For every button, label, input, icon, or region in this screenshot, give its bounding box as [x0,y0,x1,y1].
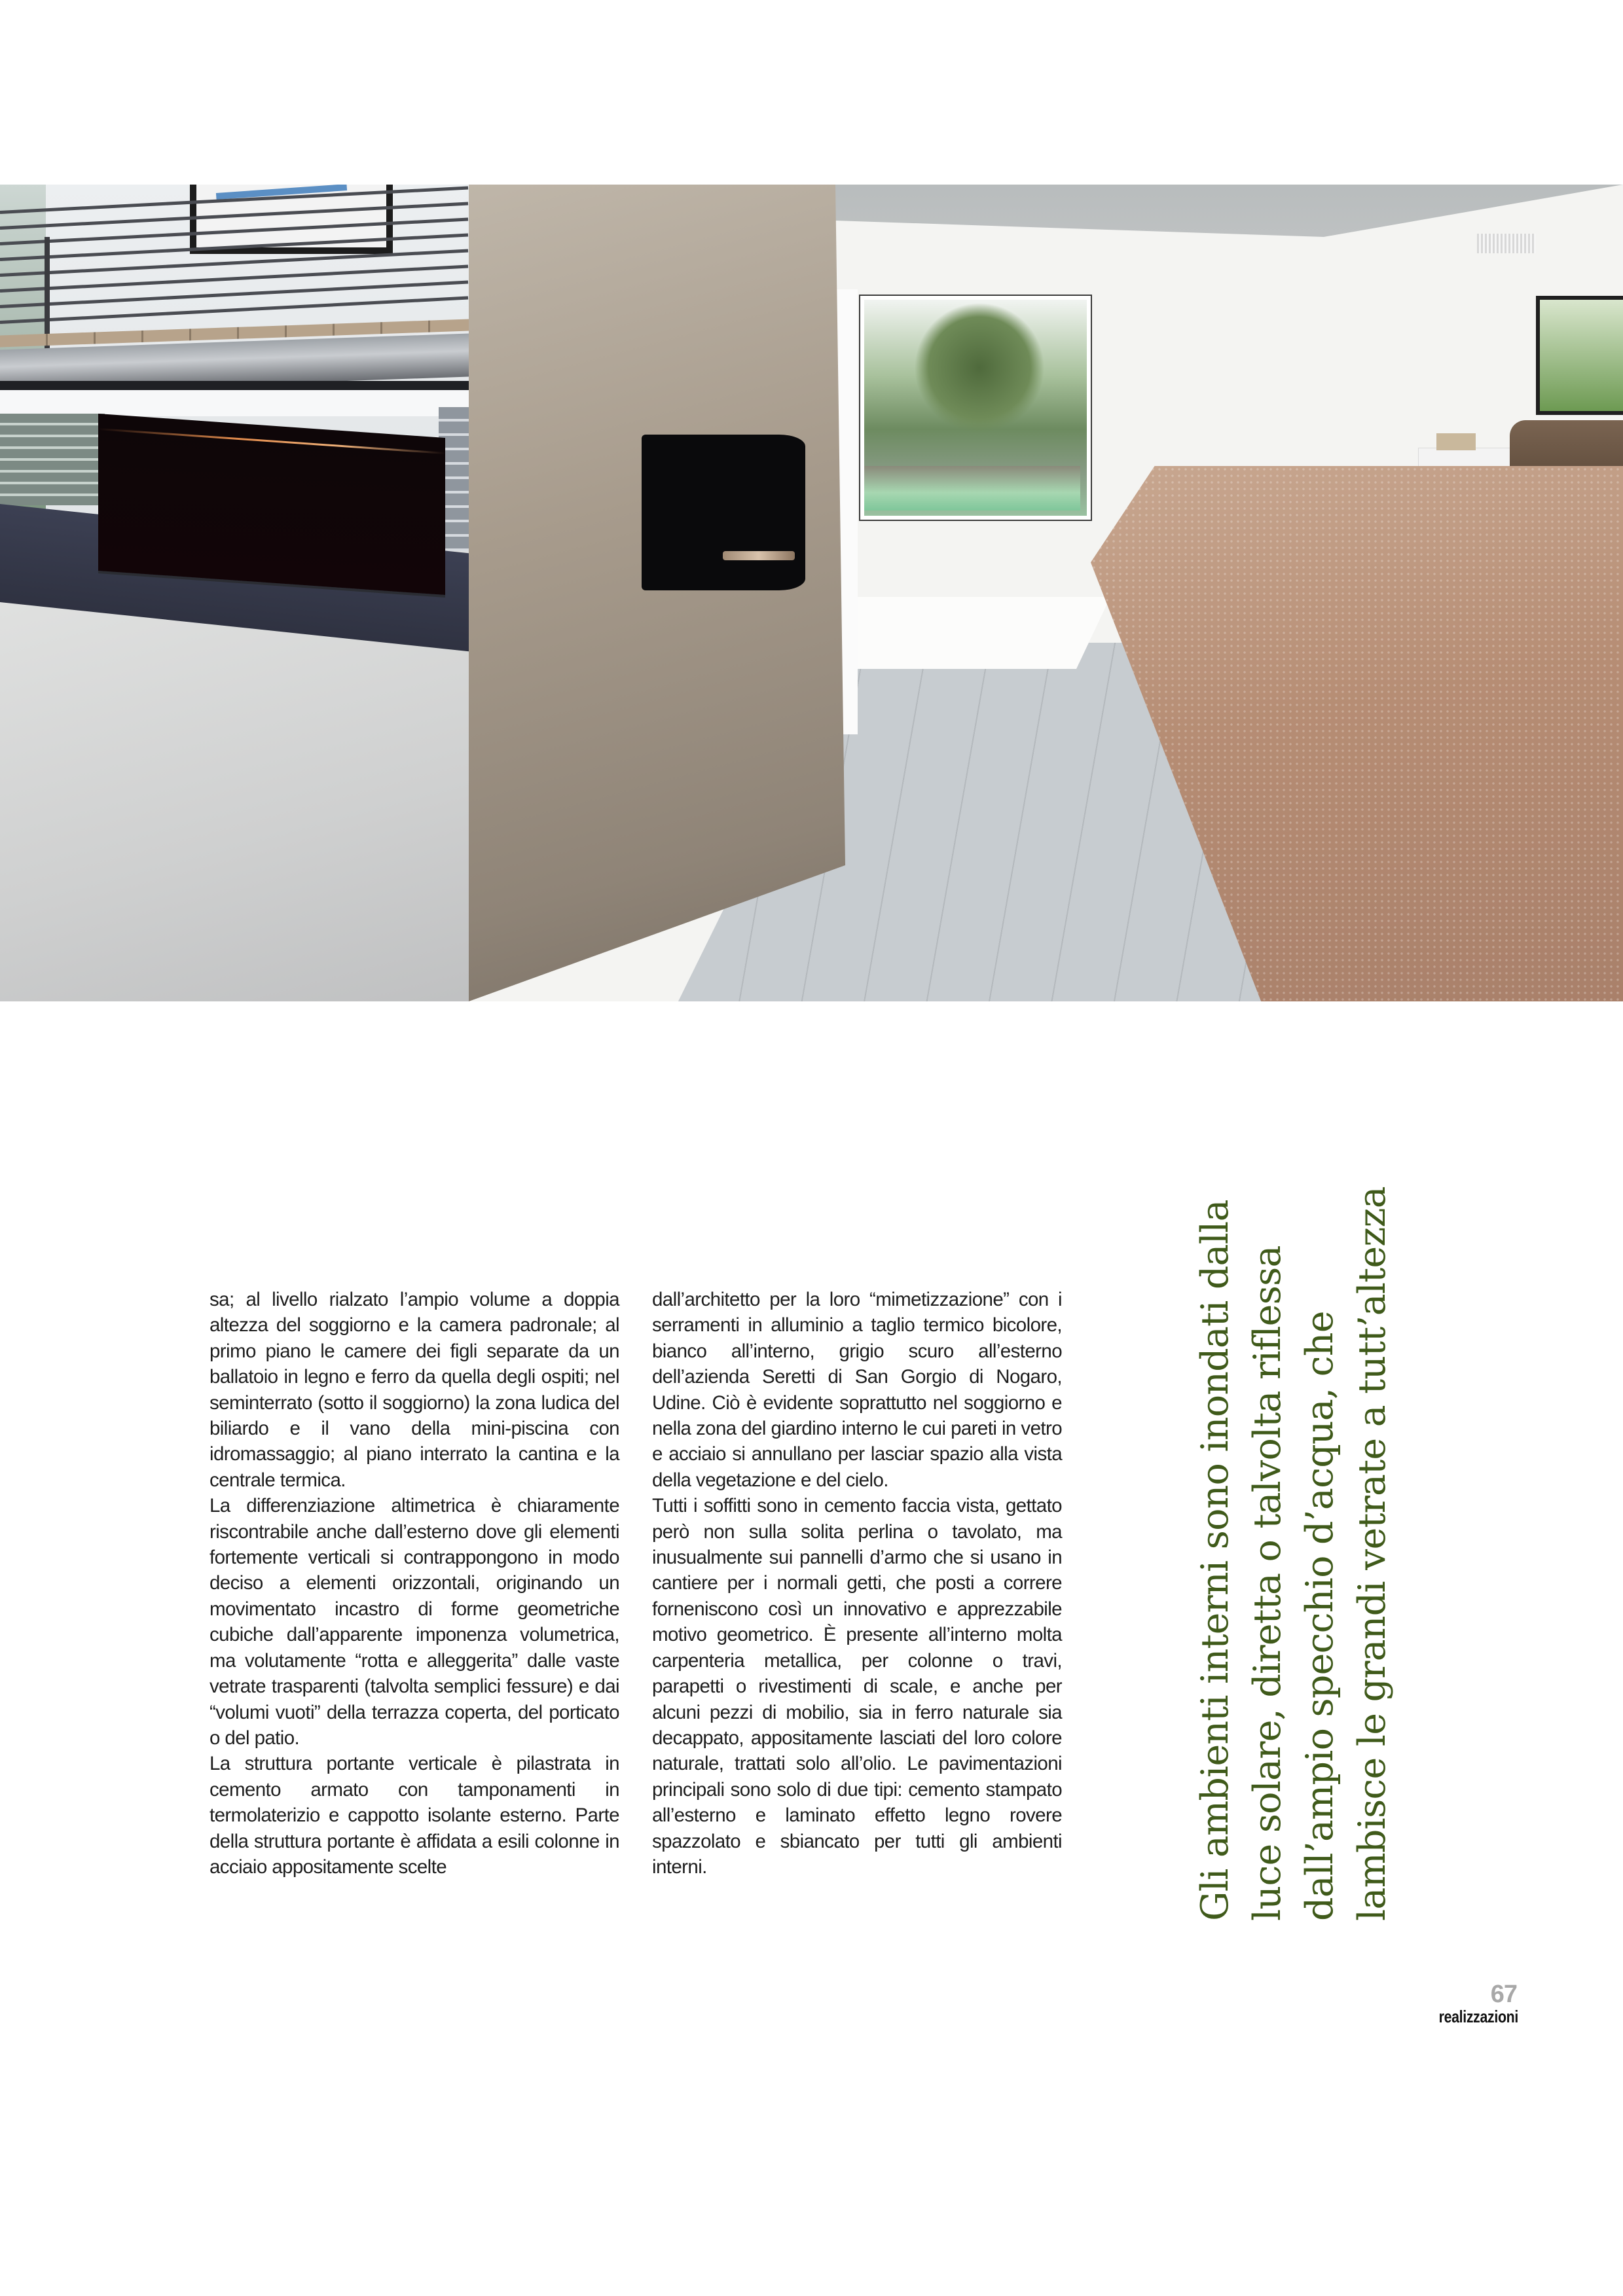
textured-wall [469,185,848,1001]
paragraph: La differenziazione altimetrica è chiaramente riscontrabile anche dall’esterno dove gli elementi fortemente verticali si contrappongono in modo deciso a elementi orizzontali, originando un movimentato incastro di forme geometriche cubiche dall’apparente imponenza volumetrica, ma volutamente “rotta e alleggerita” dalle vaste vetrate trasparenti (talvolta semplici fessure) e dai “volumi vuoti” della terrazza coperta, del porticato o del patio. [210,1495,619,1749]
pull-quote-line: lambisce le grandi vetrate a tutt’altezza [1351,1187,1394,1921]
pull-quote-line: Gli ambienti interni sono inondati dalla [1194,1200,1237,1921]
side-window [1536,296,1623,415]
photo-living-room [0,185,469,1001]
paragraph: La struttura portante verticale è pilastrata in cemento armato con tamponamenti in termolaterizio e cappotto isolante esterno. Parte della struttura portante è affidata a esili colonne in acciaio appositamente scelte [210,1753,619,1878]
wall-fireplace [642,435,805,590]
text-column-2 [652,1287,1062,1880]
radio [1436,433,1476,450]
paragraph: sa; al livello rialzato l’ampio volume a doppia altezza del soggiorno e la camera padronale; al primo piano le camere dei figli separate da un ballatoio in legno e ferro da quella degli ospiti; nel seminterrato (sotto il soggiorno) la zona ludica del biliardo e il vano della mini-piscina con idromassaggio; al piano interrato la cantina e la centrale termica. [210,1289,619,1491]
paragraph: dall’architetto per la loro “mimetizzazione” con i serramenti in alluminio a taglio termico bicolore, bianco all’interno, grigio scuro all’esterno dell’azienda Seretti di San Gorgio di Nogaro, Udine. Ciò è evidente soprattutto nel soggiorno e nella zona del giardino interno le cui pareti in vetro e acciaio si annullano per lasciar spazio alla vista della vegetazione e del cielo. [652,1289,1062,1491]
window-grille [0,414,105,505]
photo-band [0,185,1623,1001]
air-vent [1477,234,1536,253]
pool [864,466,1080,511]
beam-shadow [0,381,469,390]
pull-quote-line: dall’ampio specchio d’acqua, che [1298,1311,1341,1921]
photo-bedroom [469,185,1623,1001]
page-number: 67 [1490,1981,1517,2008]
text-column-1 [210,1287,619,1880]
tree [914,302,1045,433]
pull-quote-line: luce solare, diretta o talvolta riflessa [1246,1246,1289,1921]
television [98,414,445,595]
paragraph: Tutti i soffitti sono in cemento faccia vista, gettato però non sulla solita perlina o tavolato, ma inusualmente sui pannelli d’armo che si usano in cantiere per i normali getti, che posti a correre forneniscono così un innovativo e apprezzabile motivo geometrico. È presente all’interno molta carpenteria metallica, per colonne o travi, parapetti o rivestimenti di scale, e anche per alcuni pezzi di mobilio, sia in ferro naturale sia decappato, appositamente lasciati del loro colore naturale, trattati solo all’olio. Le pavimentazioni principali sono solo di due tipi: cemento stampato all’esterno e laminato effetto legno rovere spazzolato e sbiancato per tutti gli ambienti interni. [652,1495,1062,1878]
pull-quote-text [1189,1115,1394,1921]
pull-quote [1189,1115,1394,1921]
section-label: realizzazioni [1438,2007,1518,2026]
light-strip [0,390,469,416]
